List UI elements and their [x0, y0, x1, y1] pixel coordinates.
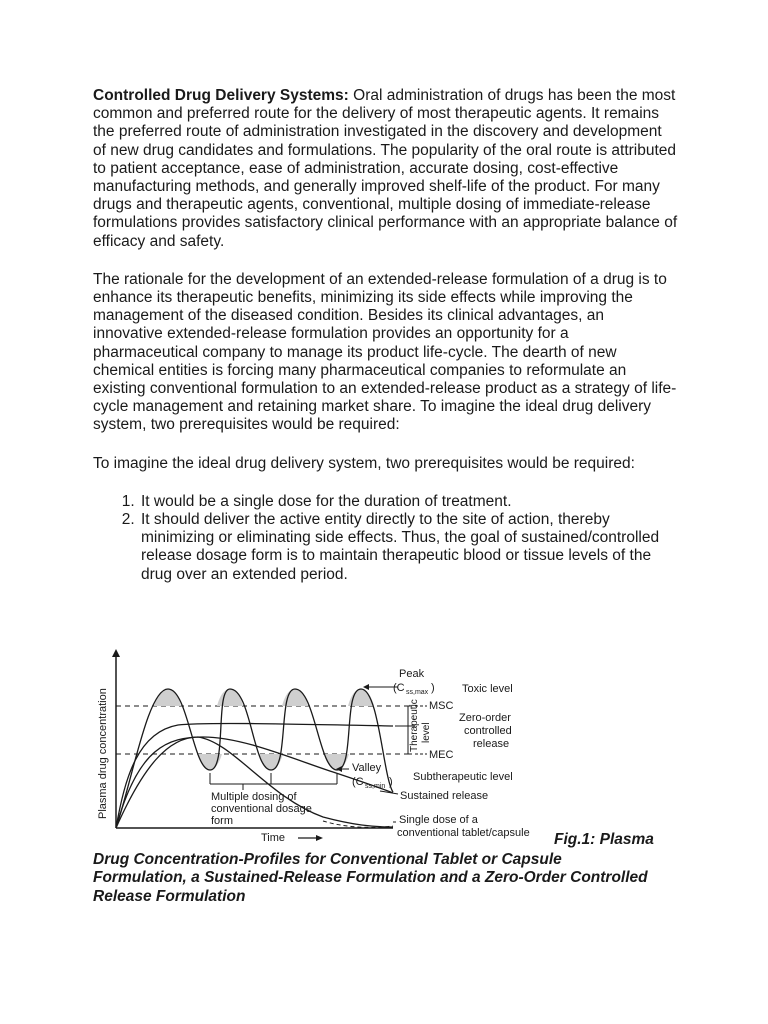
svg-text:level: level — [421, 722, 432, 743]
multiple-dosing-label: Multiple dosing of — [211, 791, 297, 803]
svg-text:form: form — [211, 815, 233, 827]
time-arrow-icon — [316, 835, 323, 841]
therapeutic-level-label: Therapeutic — [409, 699, 420, 752]
svg-text:release: release — [473, 738, 510, 750]
paragraph-prerequisites: To imagine the ideal drug delivery system, two prerequisites would be required: — [93, 454, 635, 472]
subtherapeutic-label: Subtherapeutic level — [413, 771, 513, 783]
mec-label: MEC — [429, 749, 454, 761]
peak-label: Peak — [399, 668, 425, 680]
list-item: 1. It would be a single dose for the duration of treatment. — [139, 493, 678, 511]
paragraph-intro — [93, 87, 678, 251]
figure-caption: Drug Concentration-Profiles for Conventional Tablet or Capsule Formulation, a Sustained-Release Formulation and a Zero-Order Controlled Release Formulation — [93, 851, 648, 905]
svg-text:): ) — [431, 682, 435, 694]
document-body — [93, 87, 678, 584]
svg-text:conventional dosage: conventional dosage — [211, 803, 312, 815]
svg-text:(C: (C — [352, 776, 364, 788]
sustained-release-label: Sustained release — [400, 790, 489, 802]
x-axis-label: Time — [261, 832, 286, 844]
paragraph-intro-text: Oral administration of drugs has been the most common and preferred route for the delivery of most therapeutic agents. It remains the preferred route of administration investigated in the discovery and development of new drug candidates and formulations. The popularity of the oral route is attributed to patient acceptance, ease of administration, accurate dosing, cost-effective manufacturing methods, and generally improved shelf-life of the product. For many drugs and therapeutic agents, conventional, multiple dosing of immediate-release formulations provides satisfactory clinical performance with an appropriate balance of efficacy and safety. — [93, 87, 678, 250]
svg-text:): ) — [389, 776, 393, 788]
single-dose-label: Single dose of a — [399, 814, 478, 826]
list-item: 2. It should deliver the active entity directly to the site of action, thereby minimizing or eliminating side effects. Thus, the goal of sustained/controlled release dosage form is to maintain therapeutic blood or tissue levels of the drug over an extended period. — [139, 511, 678, 584]
svg-text:controlled: controlled — [464, 725, 512, 737]
y-axis-arrow-icon — [112, 649, 120, 657]
prerequisites-list — [93, 493, 678, 584]
peak-sub-c: (C — [393, 682, 405, 694]
valley-label: Valley — [352, 762, 382, 774]
y-axis-label: Plasma drug concentration — [97, 688, 109, 819]
toxic-peak-area — [217, 689, 243, 706]
zero-order-label: Zero-order — [459, 712, 511, 724]
peak-sub: ss,max — [406, 689, 429, 696]
paragraph-rationale: The rationale for the development of an extended-release formulation of a drug is to enhance its therapeutic benefits, minimizing its side effects while improving the management of the diseased condition. Besides its clinical advantages, an innovative extended-release formulation provides an opportunity for a pharmaceutical company to manage its product life-cycle. The dearth of new chemical entities is forcing many pharmaceutical companies to reformulate an existing conventional formulation to an extended-release product as a strategy of life-cycle management and retaining market share. To imagine the ideal drug delivery system, two prerequisites would be required: — [93, 270, 677, 434]
figure-caption-label: Fig.1: Plasma — [554, 831, 654, 848]
section-heading: Controlled Drug Delivery Systems: — [93, 87, 349, 104]
svg-text:ss,min: ss,min — [365, 783, 386, 790]
svg-text:conventional tablet/capsule: conventional tablet/capsule — [397, 827, 530, 839]
toxic-level-label: Toxic level — [462, 683, 513, 695]
msc-label: MSC — [429, 700, 454, 712]
toxic-peak-area — [154, 689, 181, 706]
